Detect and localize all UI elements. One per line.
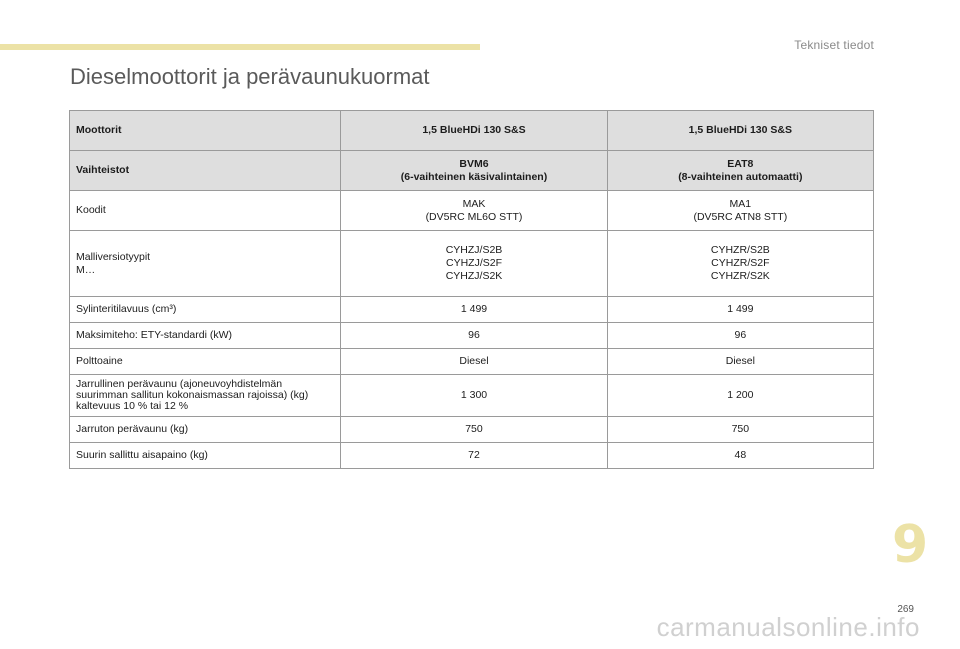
cell-value: 1 499 <box>341 297 607 323</box>
cell-value: 1 200 <box>607 375 873 417</box>
cell-line: CYHZJ/S2K <box>445 270 503 282</box>
cell-line: (DV5RC ATN8 STT) <box>693 210 788 223</box>
cell-line: (8-vaihteinen automaatti) <box>678 170 803 183</box>
cell-value: 1,5 BlueHDi 130 S&S <box>341 111 607 151</box>
row-label <box>70 231 341 297</box>
cell-line: EAT8 <box>727 157 754 170</box>
row-label: Moottorit <box>70 111 341 151</box>
row-label: Jarruton perävaunu (kg) <box>70 417 341 443</box>
cell-line: CYHZR/S2B <box>710 244 770 256</box>
cell-line: MA1 <box>729 197 752 210</box>
row-label: Polttoaine <box>70 349 341 375</box>
table-row-nose-weight <box>70 443 874 469</box>
cell-value: 1 499 <box>607 297 873 323</box>
watermark: carmanualsonline.info <box>656 612 920 642</box>
table-row-unbraked-trailer <box>70 417 874 443</box>
cell-line: BVM6 <box>459 157 489 170</box>
page-number: 269 <box>897 604 914 615</box>
label-line: Malliversiotyypit <box>76 250 151 263</box>
label-line: suurimman sallitun kokonaismassan rajoissa) (kg) <box>76 389 309 401</box>
page-title: Dieselmoottorit ja perävaunukuormat <box>70 64 430 89</box>
cell-value: 96 <box>341 323 607 349</box>
cell-line: CYHZJ/S2F <box>445 257 502 269</box>
cell-line: (6-vaihteinen käsivalintainen) <box>400 170 548 183</box>
cell-value: 48 <box>607 443 873 469</box>
cell-value: Diesel <box>607 349 873 375</box>
label-line: M… <box>76 263 96 276</box>
table-row-gearboxes <box>70 151 874 191</box>
row-label: Maksimiteho: ETY-standardi (kW) <box>70 323 341 349</box>
cell-line: CYHZR/S2K <box>710 270 770 282</box>
cell-value: 750 <box>341 417 607 443</box>
table-row-max-power <box>70 323 874 349</box>
cell-line: MAK <box>462 197 486 210</box>
label-line: kaltevuus 10 % tai 12 % <box>76 400 189 412</box>
cell-value: 1 300 <box>341 375 607 417</box>
cell-value <box>341 151 607 191</box>
cell-value <box>341 231 607 297</box>
cell-value: 1,5 BlueHDi 130 S&S <box>607 111 873 151</box>
cell-value <box>341 191 607 231</box>
cell-line: CYHZR/S2F <box>711 257 770 269</box>
chapter-number: 9 <box>892 515 929 575</box>
row-label: Vaihteistot <box>70 151 341 191</box>
cell-value: 72 <box>341 443 607 469</box>
table-row-codes <box>70 191 874 231</box>
table-row-engines <box>70 111 874 151</box>
cell-line: (DV5RC ML6O STT) <box>425 210 523 223</box>
cell-value: 750 <box>607 417 873 443</box>
row-label: Sylinteritilavuus (cm³) <box>70 297 341 323</box>
row-label <box>70 375 341 417</box>
cell-value <box>607 151 873 191</box>
section-label: Tekniset tiedot <box>794 38 874 52</box>
row-label: Koodit <box>70 191 341 231</box>
table-row-model-types <box>70 231 874 297</box>
row-label: Suurin sallittu aisapaino (kg) <box>70 443 341 469</box>
accent-bar <box>0 44 480 50</box>
cell-value <box>607 191 873 231</box>
cell-value <box>607 231 873 297</box>
cell-value: Diesel <box>341 349 607 375</box>
cell-line: CYHZJ/S2B <box>445 244 503 256</box>
table-row-braked-trailer <box>70 375 874 417</box>
table-row-fuel <box>70 349 874 375</box>
specs-table <box>69 110 874 469</box>
cell-value: 96 <box>607 323 873 349</box>
label-line: Jarrullinen perävaunu (ajoneuvoyhdistelmän <box>76 378 283 390</box>
table-row-displacement <box>70 297 874 323</box>
